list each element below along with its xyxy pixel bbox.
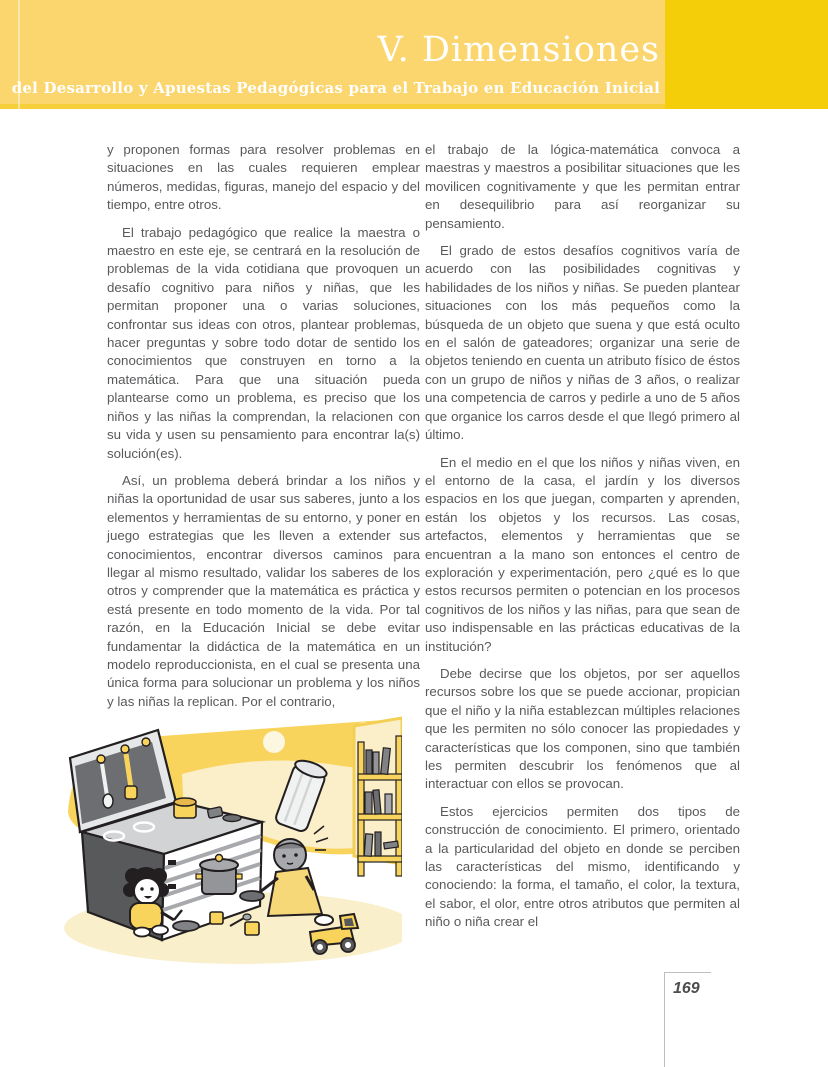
page-subtitle: del Desarrollo y Apuestas Pedagógicas para el Trabajo en Educación Inicial xyxy=(11,79,660,97)
header-bottom-strip xyxy=(0,104,665,109)
paragraph: El grado de estos desafíos cognitivos varía de acuerdo con las posibilidades cognitivas y habilidades de los niños y niñas. Se pueden plantear situaciones con los más pequeños como la búsqueda de un objeto que suena y que está oculto en el salón de gateadores; organizar una serie de objetos teniendo en cuenta un atributo físico de éstos con un grupo de niños y niñas de 3 años, o realizar una competencia de carros y pedirle a uno de 5 años que organice los carros desde el que llegó primero al último. xyxy=(425,243,740,443)
illustration-children-toy-kitchen xyxy=(62,714,402,964)
header-accent-block xyxy=(665,0,828,109)
text-column-left xyxy=(107,141,420,720)
page-header xyxy=(0,0,828,109)
paragraph: El trabajo pedagógico que realice la maestra o maestro en este eje, se centrará en la resolución de problemas de la vida cotidiana que provoquen un desafío cognitivo para niños y niñas, que les permitan proponer una o varias soluciones, confrontar sus ideas con otros, plantear problemas, hacer preguntas y sobre todo dotar de sentido los conocimientos que construyen en torno a la matemática. Para que una situación pueda plantearse como un problema, es preciso que los niños y las niñas la comprendan, la relacionen con su vida y usen su pensamiento para encontrar la(s) solución(es). xyxy=(107,224,420,461)
paragraph: Así, un problema deberá brindar a los niños y niñas la oportunidad de usar sus saberes, junto a los elementos y herramientas de su entorno, y poner en juego estrategias que les lleven a extender sus conocimientos, encontrar diversos caminos para llegar al mismo resultado, validar los saberes de los otros y comprender que la matemática es práctica y está presente en todo momento de la vida. Por tal razón, en la Educación Inicial se debe evitar fundamentar la didáctica de la matemática en un modelo reproduccionista, en el cual se presenta una única forma para solucionar un problema y los niños y las niñas la replican. Por el contrario, xyxy=(107,472,420,709)
page-number: 169 xyxy=(673,980,700,997)
toy-kitchen-scene-graphic xyxy=(62,714,402,964)
wall-circle xyxy=(263,731,285,753)
page-number-block xyxy=(664,972,711,1067)
paragraph: el trabajo de la lógica-matemática convoca a maestras y maestros a posibilitar situaciones que les movilicen cognitivamente y que les permitan entrar en desequilibrio para así reorganizar su pensamiento. xyxy=(425,142,740,231)
paragraph: En el medio en el que los niños y niñas viven, en el entorno de la casa, el jardín y los diversos espacios en los que juegan, comparten y aprenden, están los objetos y los recursos. Las cosas, artefactos, elementos y herramientas que se encuentran a la mano son entonces el centro de exploración y experimentación, pero ¿qué es lo que estos recursos permiten o potencian en los procesos cognitivos de los niños y las niñas, para que sean de uso indispensable en las prácticas educativas de la institución? xyxy=(425,454,740,654)
paragraph: Estos ejercicios permiten dos tipos de construcción de conocimiento. El primero, orientado a la particularidad del objeto en donde se perciben las características del mismo, identificando y conociendo: la forma, el tamaño, el color, la textura, el sabor, el olor, entre otros atributos que permiten al niño o niña crear el xyxy=(425,803,740,930)
text-column-right xyxy=(425,141,740,941)
paragraph: Debe decirse que los objetos, por ser aquellos recursos sobre los que se puede accionar, propician que el niño y la niña establezcan múltiples relaciones que les permiten no sólo conocer las propiedades y características que los componen, sino que también les permiten descubrir los fenómenos que al interactuar con ellos se provocan. xyxy=(425,665,740,792)
page-title: V. Dimensiones xyxy=(377,30,660,70)
paragraph: y proponen formas para resolver problemas en situaciones en las cuales requieren emplear números, medidas, figuras, manejo del espacio y del tiempo, entre otros. xyxy=(107,142,420,213)
